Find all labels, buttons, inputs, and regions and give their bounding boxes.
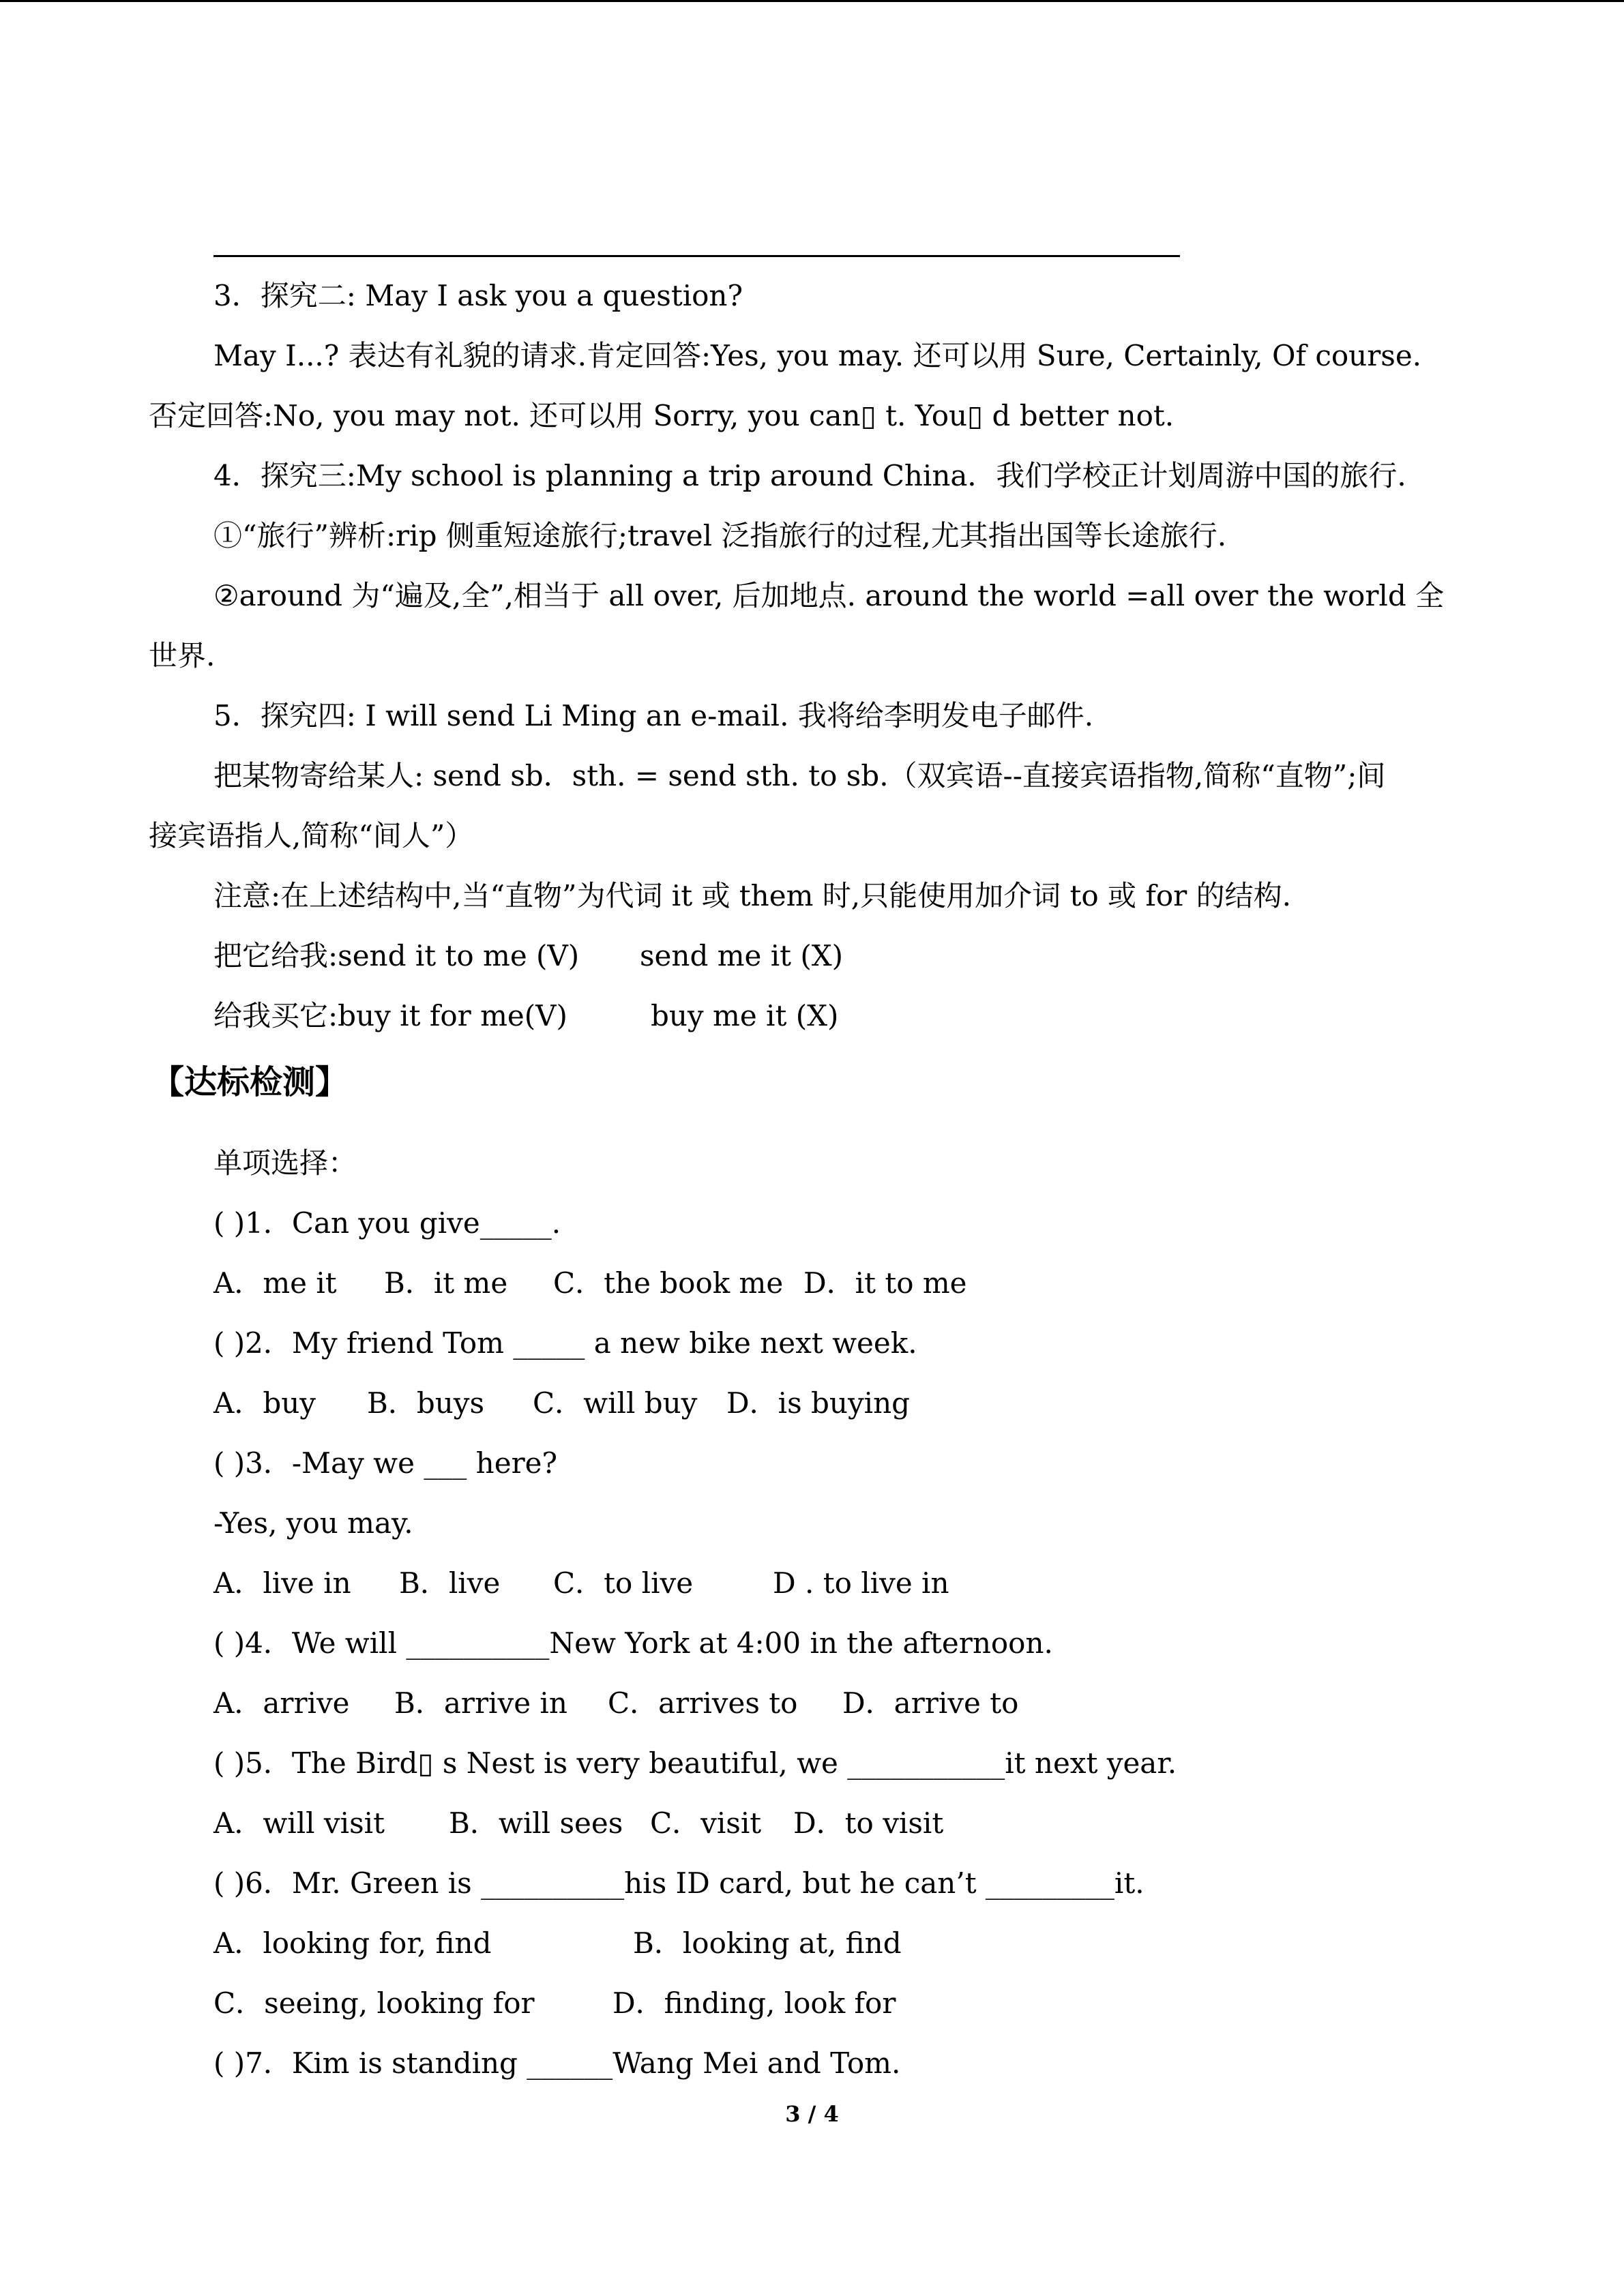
inquiry4-note: 注意:在上述结构中,当“直物”为代词 it 或 them 时,只能使用加介词 to 或 for 的结构. [213, 879, 1291, 912]
option-b: B．looking at, find [633, 1926, 902, 1960]
option-c: C．the book me [553, 1266, 784, 1300]
option-c: C．arrives to [608, 1686, 798, 1720]
inquiry4-title: 5．探究四: I will send Li Ming an e-mail. 我将给李明发电子邮件. [213, 699, 1094, 732]
question-6-stem: ( )6．Mr. Green is __________his ID card, but he can’t _________it. [213, 1866, 1145, 1900]
option-b: B．buys [367, 1386, 485, 1420]
inquiry4-rule-a: 把某物寄给某人: send sb．sth. = send sth. to sb.（双宾语--直接宾语指物,简称“直物”;间 [213, 759, 1386, 792]
question-5-stem: ( )5．The Bird▯ s Nest is very beautiful, we ___________it next year. [213, 1746, 1177, 1780]
example2-wrong: buy me it (X) [651, 999, 839, 1032]
inquiry3-note2b: 世界. [149, 639, 216, 672]
option-a: A．live in [213, 1566, 351, 1600]
option-d: D．to visit [793, 1806, 944, 1840]
example1-wrong: send me it (X) [640, 939, 844, 972]
inquiry2-line1: May I...? 表达有礼貌的请求.肯定回答:Yes, you may. 还可以用 Sure, Certainly, Of course. [213, 339, 1422, 372]
section-subheading: 单项选择： [213, 1146, 357, 1180]
option-d: D．finding, look for [612, 1986, 896, 2020]
inquiry4-rule-b: 接宾语指人,简称“间人”） [149, 819, 474, 852]
option-d: D．it to me [803, 1266, 967, 1300]
inquiry3-title: 4．探究三:My school is planning a trip around China．我们学校正计划周游中国的旅行. [213, 459, 1406, 492]
example2-correct: 给我买它:buy it for me(V) [213, 999, 567, 1032]
question-2-stem: ( )2．My friend Tom _____ a new bike next week. [213, 1326, 917, 1360]
option-a: A．buy [213, 1386, 316, 1420]
inquiry3-note2a: ②around 为“遍及,全”,相当于 all over, 后加地点. around the world =all over the world 全 [213, 579, 1445, 612]
option-b: B．live [399, 1566, 501, 1600]
option-b: B．will sees [449, 1806, 623, 1840]
section-heading: 【达标检测】 [151, 1063, 349, 1101]
question-3-reply: -Yes, you may. [213, 1506, 413, 1540]
top-border [0, 0, 1624, 2]
option-a: A．arrive [213, 1686, 350, 1720]
option-c: C．will buy [533, 1386, 698, 1420]
example1-correct: 把它给我:send it to me (V) [213, 939, 580, 972]
option-d: D．is buying [726, 1386, 911, 1420]
question-4-stem: ( )4．We will __________New York at 4:00 in the afternoon. [213, 1626, 1053, 1660]
option-a: A．me it [213, 1266, 337, 1300]
question-7-stem: ( )7．Kim is standing ______Wang Mei and Tom. [213, 2046, 901, 2080]
inquiry2-title: 3．探究二: May I ask you a question? [213, 279, 743, 312]
option-a: A．looking for, find [213, 1926, 492, 1960]
option-d: D．arrive to [842, 1686, 1019, 1720]
option-c: C．to live [553, 1566, 694, 1600]
option-c: C．visit [650, 1806, 762, 1840]
question-1-stem: ( )1．Can you give_____. [213, 1206, 561, 1240]
inquiry2-line2: 否定回答:No, you may not. 还可以用 Sorry, you can▯ t. You▯ d better not. [149, 399, 1175, 432]
inquiry3-note1: ①“旅行”辨析:rip 侧重短途旅行;travel 泛指旅行的过程,尤其指出国等长途旅行. [213, 519, 1227, 552]
page-number: 3 / 4 [785, 2101, 839, 2127]
option-a: A．will visit [213, 1806, 385, 1840]
option-d: D . to live in [773, 1566, 949, 1600]
question-3-stem: ( )3．-May we ___ here? [213, 1446, 558, 1480]
answer-blank-line [213, 255, 1180, 257]
option-c: C．seeing, looking for [213, 1986, 535, 2020]
option-b: B．arrive in [394, 1686, 567, 1720]
option-b: B．it me [384, 1266, 508, 1300]
